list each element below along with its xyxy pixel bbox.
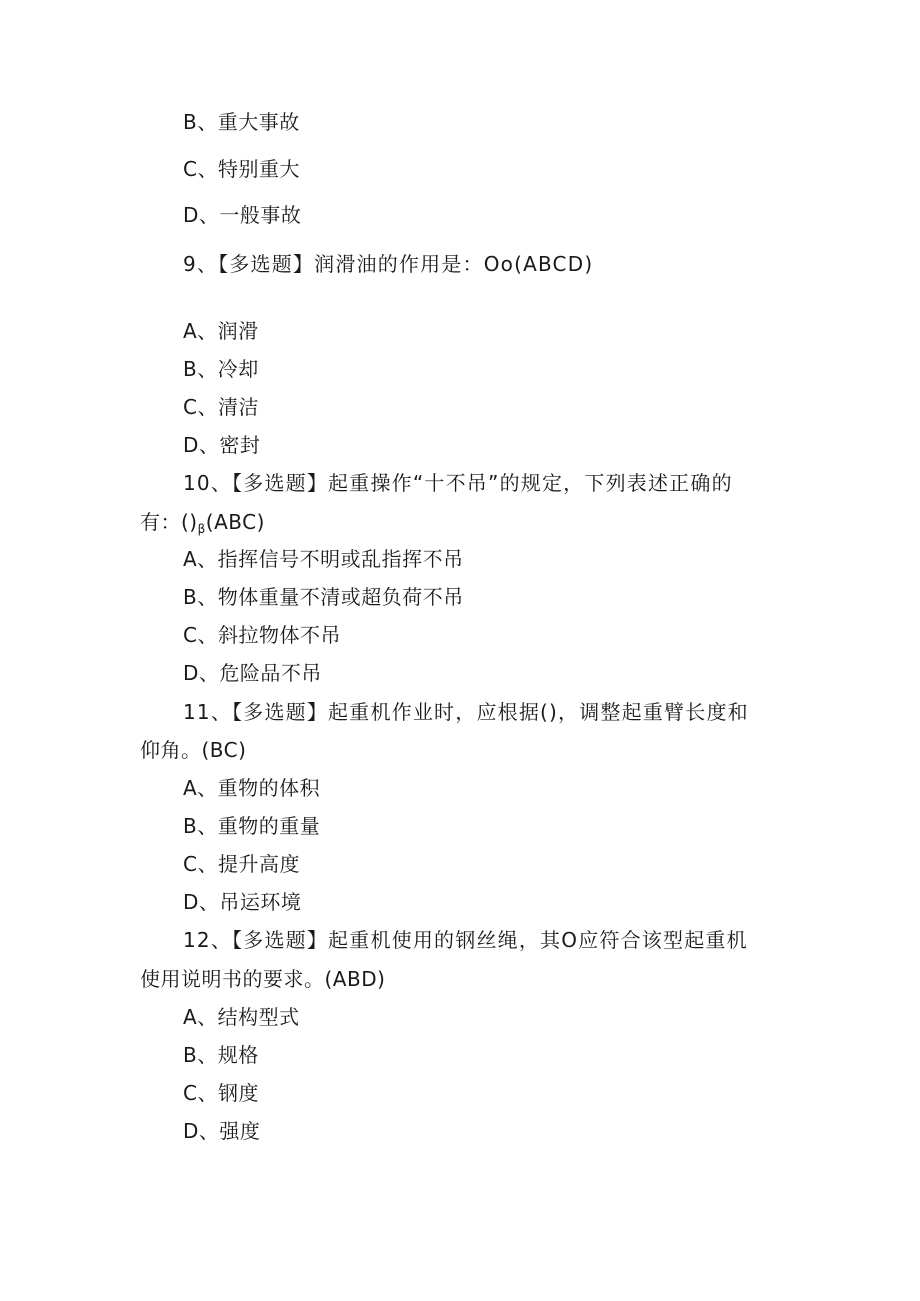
option-d-q8: D、一般事故 — [183, 203, 302, 227]
option-d-q11: D、吊运环境 — [183, 890, 302, 914]
option-a-q9: A、润滑 — [183, 319, 259, 343]
option-c-q10: C、斜拉物体不吊 — [183, 623, 341, 647]
question-10-line2-post: (ABC) — [205, 510, 265, 534]
question-10-line2-pre: 有：() — [140, 510, 198, 534]
question-11-line2: 仰角。(BC) — [140, 738, 247, 762]
option-c-q9: C、清洁 — [183, 395, 259, 419]
option-b-q11: B、重物的重量 — [183, 814, 321, 838]
option-d-q10: D、危险品不吊 — [183, 661, 322, 685]
option-a-q10: A、指挥信号不明或乱指挥不吊 — [183, 547, 464, 571]
option-a-q12: A、结构型式 — [183, 1005, 300, 1029]
question-11-line1: 11、【多选题】起重机作业时，应根据()，调整起重臂长度和 — [183, 700, 749, 724]
option-d-q9: D、密封 — [183, 433, 261, 457]
option-c-q11: C、提升高度 — [183, 852, 300, 876]
option-c-q8: C、特别重大 — [183, 157, 300, 181]
option-b-q10: B、物体重量不清或超负荷不吊 — [183, 585, 464, 609]
question-10-line2-sub: β — [197, 522, 206, 536]
option-b-q9: B、冷却 — [183, 357, 259, 381]
option-d-q12: D、强度 — [183, 1119, 261, 1143]
question-10-line1: 10、【多选题】起重操作“十不吊”的规定，下列表述正确的 — [183, 471, 733, 495]
question-10-line2 — [140, 509, 265, 542]
option-a-q11: A、重物的体积 — [183, 776, 321, 800]
option-b-q12: B、规格 — [183, 1043, 259, 1067]
option-c-q12: C、钢度 — [183, 1081, 259, 1105]
question-9: 9、【多选题】润滑油的作用是：Oo(ABCD) — [183, 252, 594, 276]
option-b-q8: B、重大事故 — [183, 110, 300, 134]
question-12-line2: 使用说明书的要求。(ABD) — [140, 967, 386, 991]
question-12-line1: 12、【多选题】起重机使用的钢丝绳，其O应符合该型起重机 — [183, 928, 748, 952]
